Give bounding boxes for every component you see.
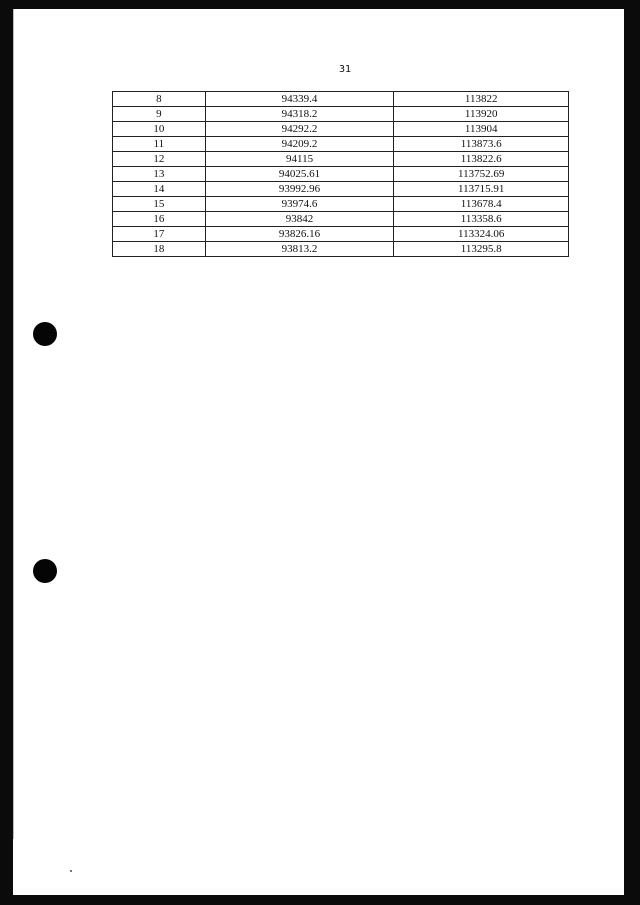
table-cell-x: 94339.4 — [205, 92, 394, 107]
table-cell-index: 13 — [113, 167, 206, 182]
coordinate-table — [112, 91, 569, 257]
table-cell-y: 113295.8 — [394, 242, 569, 257]
table-cell-index: 8 — [113, 92, 206, 107]
table-cell-y: 113873.6 — [394, 137, 569, 152]
table-row — [113, 227, 569, 242]
table-row — [113, 137, 569, 152]
table-row — [113, 212, 569, 227]
table-cell-x: 93826.16 — [205, 227, 394, 242]
scan-speck — [70, 870, 72, 872]
punch-hole-lower — [33, 559, 57, 583]
table-cell-y: 113752.69 — [394, 167, 569, 182]
table-cell-index: 14 — [113, 182, 206, 197]
table-cell-index: 15 — [113, 197, 206, 212]
table-cell-x: 94025.61 — [205, 167, 394, 182]
table-cell-index: 18 — [113, 242, 206, 257]
table-cell-x: 94292.2 — [205, 122, 394, 137]
table-row — [113, 122, 569, 137]
table-cell-y: 113358.6 — [394, 212, 569, 227]
table-cell-x: 93974.6 — [205, 197, 394, 212]
table-row — [113, 167, 569, 182]
scan-border-top — [0, 0, 640, 9]
table-cell-x: 93813.2 — [205, 242, 394, 257]
table-cell-index: 17 — [113, 227, 206, 242]
table-cell-index: 12 — [113, 152, 206, 167]
table-cell-index: 10 — [113, 122, 206, 137]
table-cell-index: 16 — [113, 212, 206, 227]
table-cell-x: 94209.2 — [205, 137, 394, 152]
table-cell-y: 113715.91 — [394, 182, 569, 197]
table-cell-y: 113678.4 — [394, 197, 569, 212]
table-row — [113, 152, 569, 167]
scan-border-right — [624, 0, 640, 905]
table-cell-x: 93992.96 — [205, 182, 394, 197]
page-number: 31 — [338, 64, 352, 75]
table-cell-index: 11 — [113, 137, 206, 152]
table-cell-index: 9 — [113, 107, 206, 122]
scan-border-bottom — [0, 895, 640, 905]
table-cell-x: 94318.2 — [205, 107, 394, 122]
table-cell-y: 113324.06 — [394, 227, 569, 242]
table-row — [113, 242, 569, 257]
table-cell-y: 113822.6 — [394, 152, 569, 167]
table-row — [113, 197, 569, 212]
scan-border-left — [0, 0, 13, 905]
table-row — [113, 92, 569, 107]
table-cell-y: 113904 — [394, 122, 569, 137]
table-cell-x: 94115 — [205, 152, 394, 167]
table-cell-x: 93842 — [205, 212, 394, 227]
scan-shadow-line — [13, 9, 14, 839]
table-row — [113, 107, 569, 122]
table-cell-y: 113920 — [394, 107, 569, 122]
table-cell-y: 113822 — [394, 92, 569, 107]
table-row — [113, 182, 569, 197]
punch-hole-upper — [33, 322, 57, 346]
